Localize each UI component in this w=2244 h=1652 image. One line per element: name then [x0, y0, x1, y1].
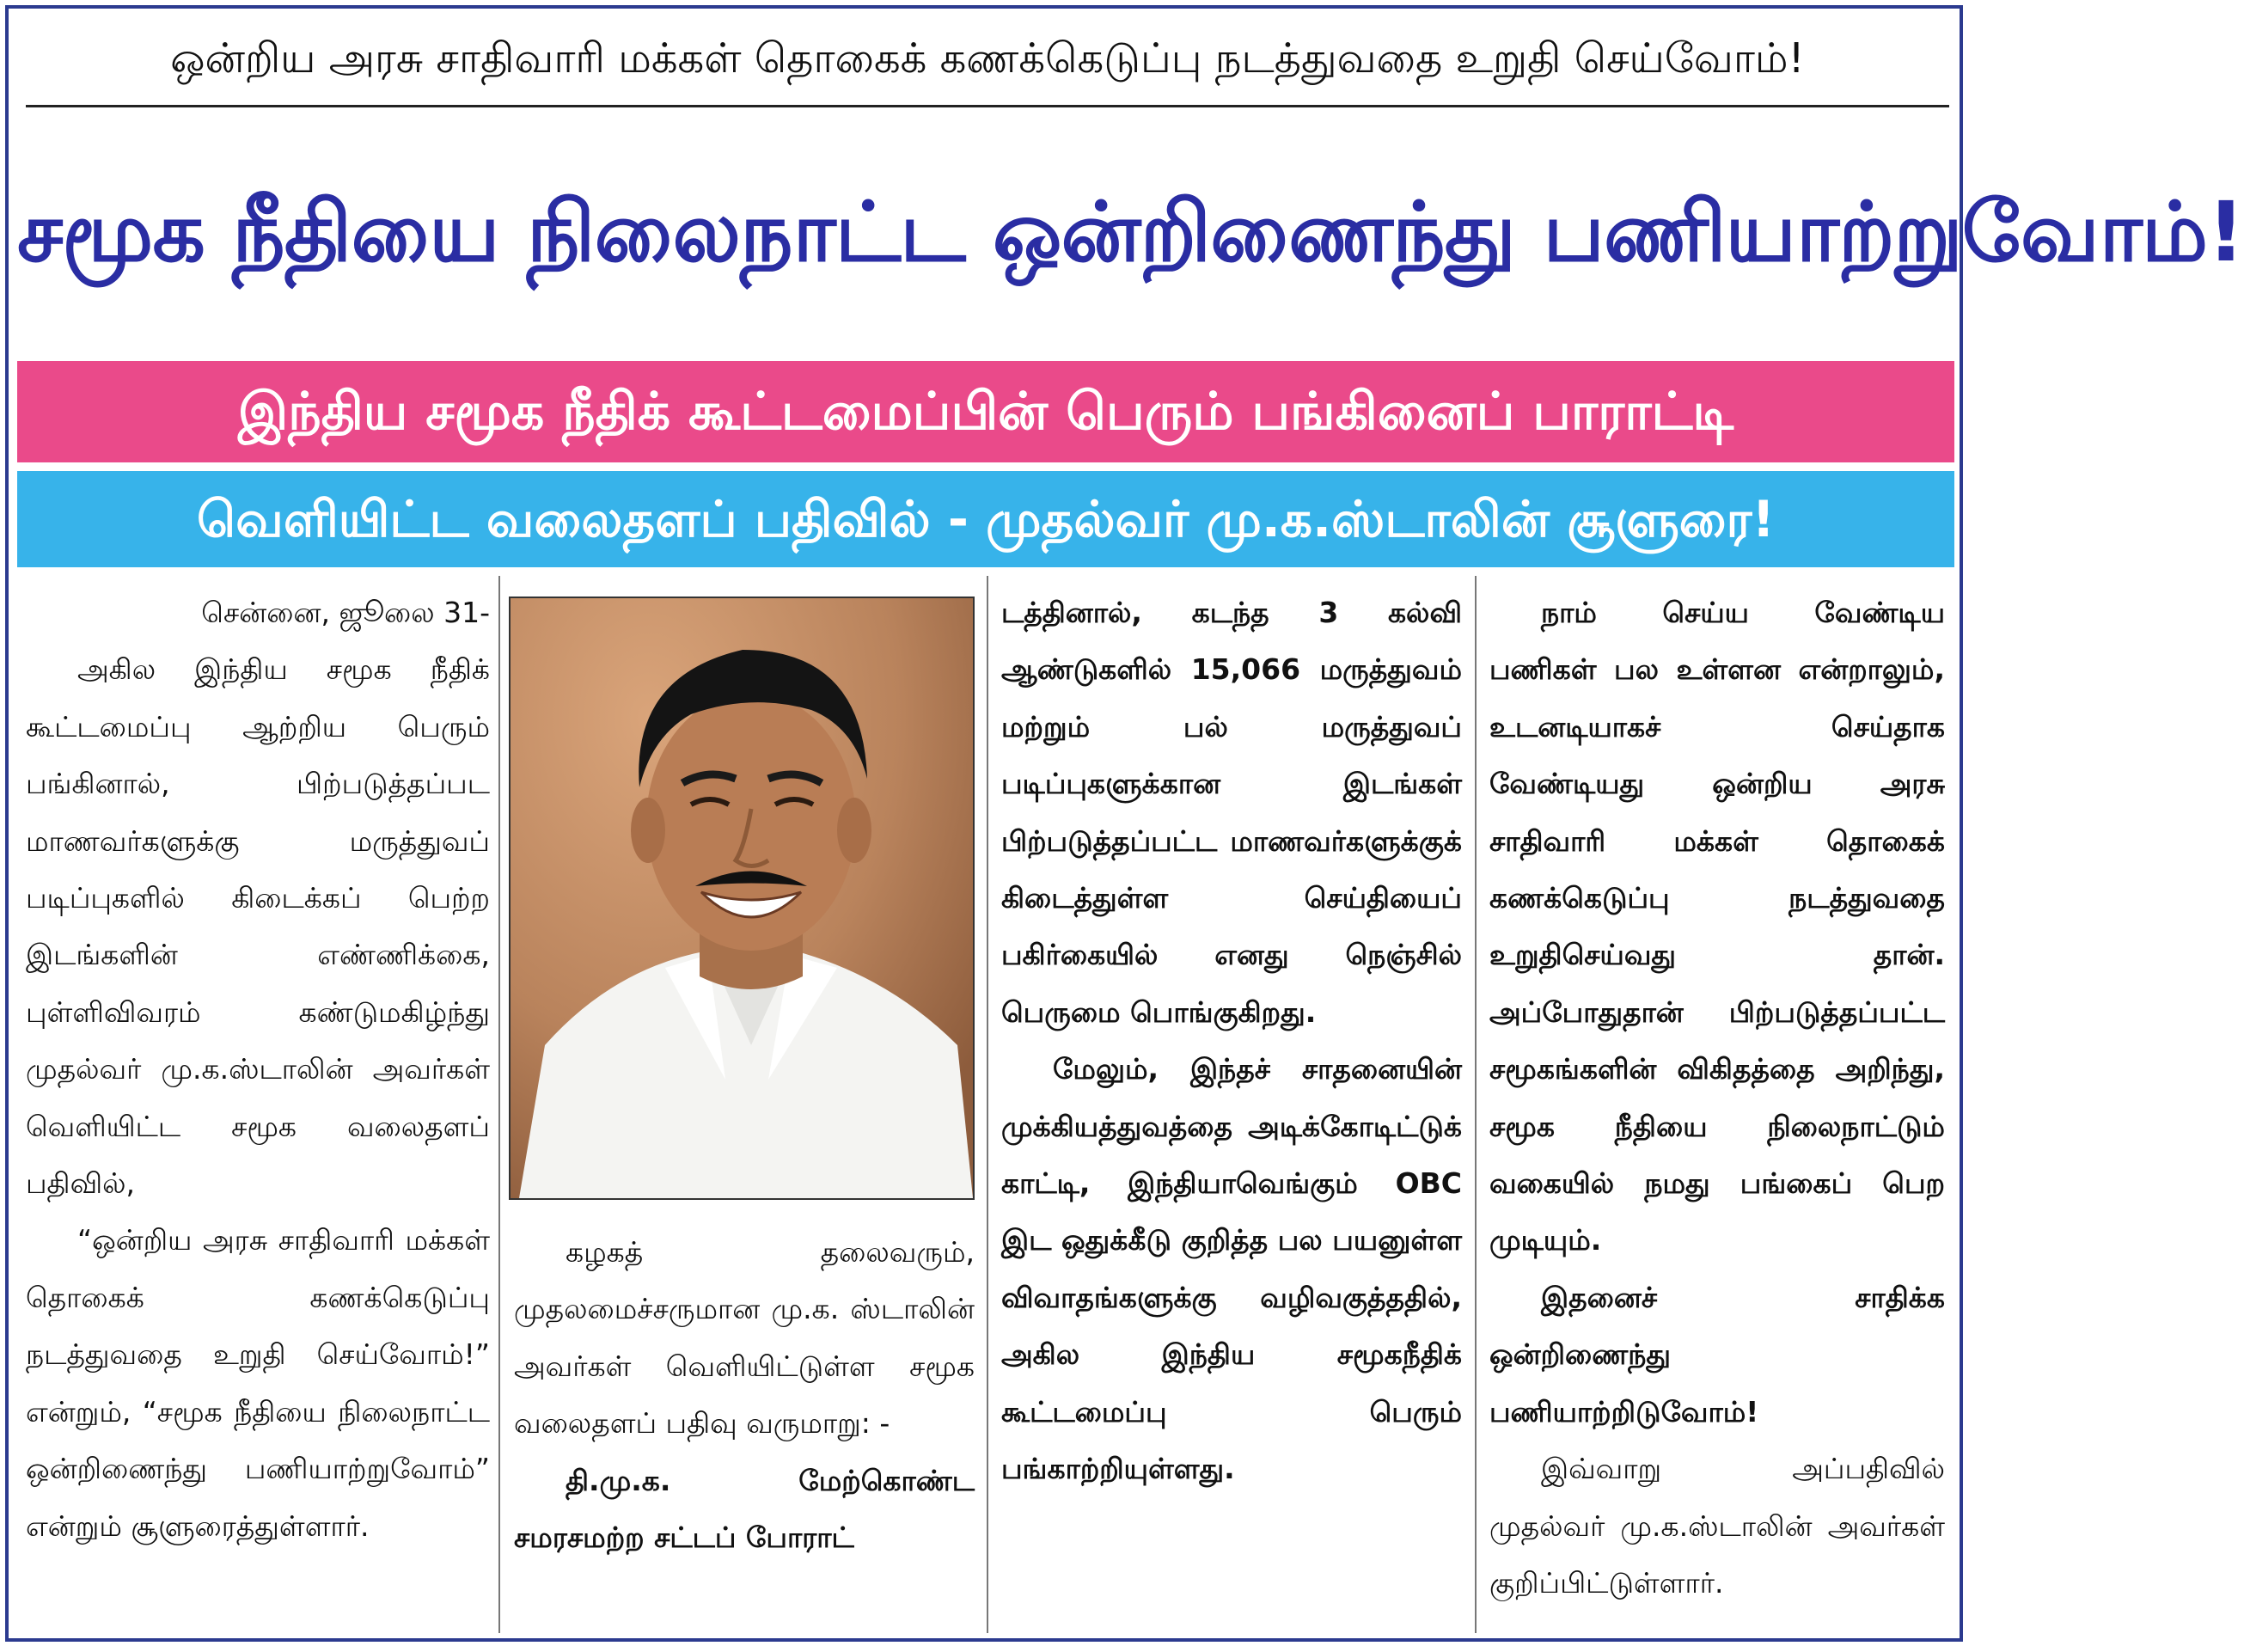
- column-4-paragraph-2: இதனைச் சாதிக்க ஒன்றிணைந்து பணியாற்றிடுவோம்!: [1489, 1280, 1945, 1429]
- kicker-headline: ஒன்றிய அரசு சாதிவாரி மக்கள் தொகைக் கணக்கெடுப்பு நடத்துவதை உறுதி செய்வோம்!: [170, 34, 1805, 83]
- article-column-3: [1001, 584, 1462, 1498]
- article-column-4: [1489, 584, 1945, 1612]
- column-2-paragraph-1: கழகத் தலைவரும், முதலமைச்சருமான மு.க. ஸ்டாலின் அவர்கள் வெளியிட்டுள்ள சமூக வலைதளப் பதிவு வருமாறு: -: [514, 1235, 975, 1441]
- column-3-paragraph-1: டத்தினால், கடந்த 3 கல்வி ஆண்டுகளில் 15,066 மருத்துவம் மற்றும் பல் மருத்துவப் படிப்புகளுக்கான இடங்கள் பிற்படுத்தப்பட்ட மாணவர்களுக்குக் கிடைத்துள்ள செய்தியைப் பகிர்கையில் எனது நெஞ்சில் பெருமை பொங்குகிறது.: [1001, 596, 1462, 1029]
- column-divider: [987, 576, 988, 1633]
- column-4-paragraph-3: இவ்வாறு அப்பதிவில் முதல்வர் மு.க.ஸ்டாலின் அவர்கள் குறிப்பிட்டுள்ளார்.: [1489, 1452, 1945, 1600]
- article-column-1: [26, 584, 490, 1555]
- chief-minister-photo: [509, 597, 975, 1200]
- article-column-2: [514, 1224, 975, 1566]
- main-headline: சமூக நீதியை நிலைநாட்ட ஒன்றிணைந்து பணியாற்றுவோம்!: [17, 184, 2244, 280]
- portrait-illustration: [511, 598, 973, 1198]
- column-divider: [1475, 576, 1477, 1633]
- column-1-paragraph-2: “ஒன்றிய அரசு சாதிவாரி மக்கள் தொகைக் கணக்கெடுப்பு நடத்துவதை உறுதி செய்வோம்!” என்றும், “சமூக நீதியை நிலைநாட்ட ஒன்றிணைந்து பணியாற்றுவோம்” என்றும் சூளுரைத்துள்ளார்.: [26, 1223, 490, 1543]
- kicker-divider: [26, 105, 1949, 107]
- column-4-paragraph-1: நாம் செய்ய வேண்டிய பணிகள் பல உள்ளன என்றாலும், உடனடியாகச் செய்தாக வேண்டியது ஒன்றிய அரசு சாதிவாரி மக்கள் தொகைக் கணக்கெடுப்பு நடத்துவதை உறுதிசெய்வது தான். அப்போதுதான் பிற்படுத்தப்பட்ட சமூகங்களின் விகிதத்தை அறிந்து, சமூக நீதியை நிலைநாட்டும் வகையில் நமது பங்கைப் பெற முடியும்.: [1489, 596, 1945, 1257]
- subheadline-pink-band: இந்திய சமூக நீதிக் கூட்டமைப்பின் பெரும் பங்கினைப் பாராட்டி: [17, 361, 1954, 462]
- dateline: சென்னை, ஜூலை 31-: [201, 596, 490, 629]
- column-1-paragraph-1: அகில இந்திய சமூக நீதிக் கூட்டமைப்பு ஆற்றிய பெரும் பங்கினால், பிற்படுத்தப்பட மாணவர்களுக்கு மருத்துவப் படிப்புகளில் கிடைக்கப் பெற்ற இடங்களின் எண்ணிக்கை, புள்ளிவிவரம் கண்டுமகிழ்ந்து முதல்வர் மு.க.ஸ்டாலின் அவர்கள் வெளியிட்ட சமூக வலைதளப் பதிவில்,: [26, 652, 490, 1201]
- subheadline-blue-band: வெளியிட்ட வலைதளப் பதிவில் - முதல்வர் மு.க.ஸ்டாலின் சூளுரை!: [17, 471, 1954, 567]
- column-divider: [498, 576, 500, 1633]
- column-2-paragraph-2: தி.மு.க. மேற்கொண்ட சமரசமற்ற சட்டப் போராட்: [514, 1463, 975, 1555]
- column-3-paragraph-2: மேலும், இந்தச் சாதனையின் முக்கியத்துவத்தை அடிக்கோடிட்டுக் காட்டி, இந்தியாவெங்கும் OBC இட ஒதுக்கீடு குறித்த பல பயனுள்ள விவாதங்களுக்கு வழிவகுத்ததில், அகில இந்திய சமூகநீதிக் கூட்டமைப்பு பெரும் பங்காற்றியுள்ளது.: [1001, 1052, 1462, 1486]
